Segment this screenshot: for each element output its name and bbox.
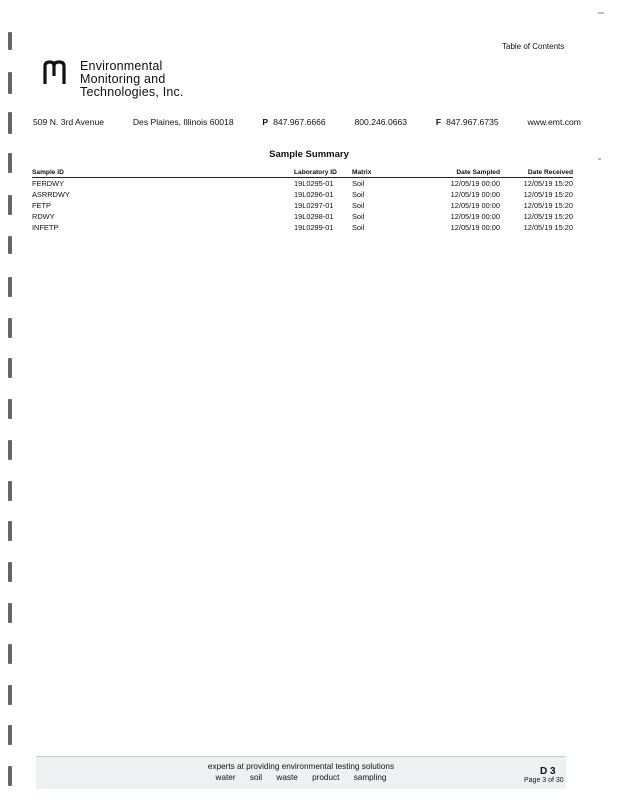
section-title: Sample Summary (269, 149, 349, 160)
matrix-cell: Soil (352, 212, 365, 221)
matrix-cell: Soil (352, 179, 365, 188)
table-row (32, 178, 573, 190)
laboratory-id-cell: 19L0297-01 (294, 201, 334, 210)
company-name (80, 60, 184, 99)
service-item: sampling (353, 773, 387, 782)
date-received-cell: 12/05/19 15:20 (523, 179, 573, 188)
table-row (32, 200, 573, 211)
company-name-line: Technologies, Inc. (80, 85, 184, 99)
page-number: Page 3 of 30 (524, 777, 564, 784)
website-link[interactable]: www.emt.com (527, 117, 581, 127)
laboratory-id-cell: 19L0299-01 (294, 223, 334, 232)
sample-id-cell: FERDWY (32, 179, 65, 188)
table-row (32, 222, 573, 233)
column-header-date-received: Date Received (500, 169, 573, 178)
phone-number (262, 117, 325, 127)
service-item: water (215, 773, 236, 782)
address-line (33, 117, 581, 127)
service-item: waste (276, 773, 298, 782)
tagline-text: experts at providing environmental testing solutions (207, 762, 395, 771)
toll-free-number: 800.246.0663 (354, 117, 408, 127)
date-received-cell: 12/05/19 15:20 (523, 212, 573, 221)
fax-label: F (435, 117, 442, 127)
fax-number (436, 117, 499, 127)
matrix-cell: Soil (352, 201, 365, 210)
city-address: Des Plaines, Illinois 60018 (132, 117, 234, 127)
column-header-laboratory-id: Laboratory ID (294, 169, 352, 178)
column-header-date-sampled: Date Sampled (416, 169, 500, 178)
sample-id-cell: INFETP (32, 223, 59, 232)
company-name-line: Monitoring and (80, 72, 166, 86)
sample-id-cell: RDWY (32, 212, 55, 221)
column-header-sample-id: Sample ID (32, 169, 294, 178)
date-sampled-cell: 12/05/19 00:00 (450, 179, 500, 188)
emt-logo-icon (42, 60, 68, 89)
laboratory-id-cell: 19L0296-01 (294, 190, 334, 199)
sample-id-cell: ASRRDWY (32, 190, 70, 199)
table-row (32, 211, 573, 222)
phone-value: 847.967.6666 (273, 117, 326, 127)
company-name-line: Environmental (80, 59, 163, 73)
date-received-cell: 12/05/19 15:20 (523, 190, 573, 199)
service-item: soil (249, 773, 263, 782)
table-header-row (32, 169, 573, 178)
laboratory-id-cell: 19L0295-01 (294, 179, 334, 188)
date-sampled-cell: 12/05/19 00:00 (450, 201, 500, 210)
service-item: product (312, 773, 340, 782)
page-code: D 3 (540, 766, 556, 777)
table-row (32, 189, 573, 200)
matrix-cell: Soil (352, 223, 365, 232)
date-received-cell: 12/05/19 15:20 (523, 201, 573, 210)
street-address: 509 N. 3rd Avenue (33, 117, 105, 127)
date-sampled-cell: 12/05/19 00:00 (450, 212, 500, 221)
table-of-contents-link[interactable]: Table of Contents (502, 42, 565, 51)
footer-tagline (36, 761, 566, 783)
sample-id-cell: FETP (32, 201, 51, 210)
services-list (36, 772, 566, 783)
fax-value: 847.967.6735 (446, 117, 499, 127)
column-header-matrix: Matrix (352, 169, 416, 178)
sample-summary-table (32, 169, 573, 233)
date-sampled-cell: 12/05/19 00:00 (450, 190, 500, 199)
date-sampled-cell: 12/05/19 00:00 (450, 223, 500, 232)
date-received-cell: 12/05/19 15:20 (523, 223, 573, 232)
laboratory-id-cell: 19L0298-01 (294, 212, 334, 221)
phone-label: P (262, 117, 269, 127)
matrix-cell: Soil (352, 190, 365, 199)
